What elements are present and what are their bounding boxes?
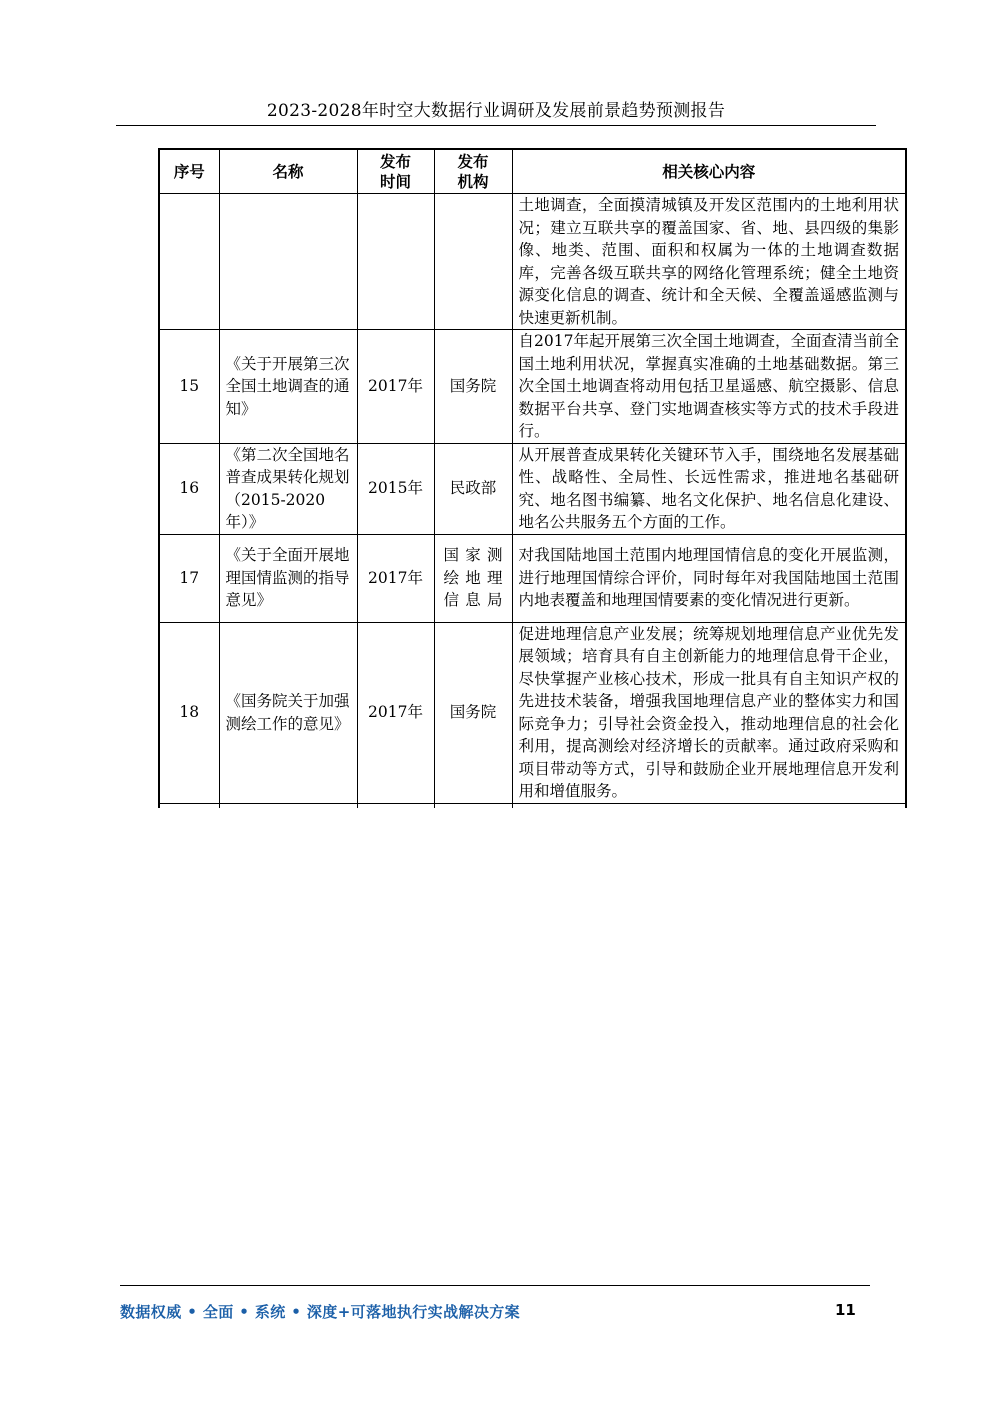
cell-org: 国务院 [434,330,512,444]
header-name: 名称 [219,149,357,194]
table-continuation-row [159,803,906,808]
table-row [159,330,906,444]
cell-content: 自2017年起开展第三次全国土地调查，全面查清当前全国土地利用状况，掌握真实准确的土地基础数据。第三次全国土地调查将动用包括卫星遥感、航空摄影、信息数据平台共享、登门实地调查核实等方式的技术手段进行。 [512,330,906,444]
cell-no: 18 [159,622,219,803]
cell-content: 促进地理信息产业发展；统筹规划地理信息产业优先发展领域；培育具有自主创新能力的地理信息骨干企业，尽快掌握产业核心技术，形成一批具有自主知识产权的先进技术装备，增强我国地理信息产业的整体实力和国际竞争力；引导社会资金投入，推动地理信息的社会化利用，提高测绘对经济增长的贡献率。通过政府采购和项目带动等方式，引导和鼓励企业开展地理信息开发利用和增值服务。 [512,622,906,803]
page-header-title: 2023-2028年时空大数据行业调研及发展前景趋势预测报告 [266,101,726,121]
header-org: 发布 机构 [434,149,512,194]
table-row [159,534,906,622]
header-divider [116,125,876,126]
policy-table [158,148,907,808]
cell-no [159,194,219,330]
cell-content: 从开展普查成果转化关键环节入手，围绕地名发展基础性、战略性、全局性、长远性需求，推进地名基础研究、地名图书编纂、地名文化保护、地名信息化建设、地名公共服务五个方面的工作。 [512,443,906,534]
table-row [159,622,906,803]
cell-content: 土地调查，全面摸清城镇及开发区范围内的土地利用状况；建立互联共享的覆盖国家、省、地、县四级的集影像、地类、范围、面积和权属为一体的土地调查数据库，完善各级互联共享的网络化管理系统；健全土地资源变化信息的调查、统计和全天候、全覆盖遥感监测与快速更新机制。 [512,194,906,330]
cell-year: 2017年 [357,534,434,622]
header-no: 序号 [159,149,219,194]
cell-year [357,194,434,330]
cell-no: 15 [159,330,219,444]
cell-name [219,194,357,330]
footer-divider [120,1285,870,1286]
header-time: 发布 时间 [357,149,434,194]
table-header-row [159,149,906,194]
cell-org: 国务院 [434,622,512,803]
cell-year: 2017年 [357,330,434,444]
cell-year: 2017年 [357,622,434,803]
cell-year: 2015年 [357,443,434,534]
table-row [159,194,906,330]
cell-name: 《国务院关于加强测绘工作的意见》 [219,622,357,803]
cell-org: 国家测绘地理信息局 [434,534,512,622]
footer-slogan: 数据权威 • 全面 • 系统 • 深度+可落地执行实战解决方案 [120,1303,521,1321]
cell-org: 民政部 [434,443,512,534]
table-row [159,443,906,534]
header-content: 相关核心内容 [512,149,906,194]
cell-name: 《第二次全国地名普查成果转化规划（2015-2020年）》 [219,443,357,534]
page-number: 11 [835,1301,856,1319]
cell-name: 《关于开展第三次全国土地调查的通知》 [219,330,357,444]
cell-content: 对我国陆地国土范围内地理国情信息的变化开展监测，进行地理国情综合评价，同时每年对我国陆地国土范围内地表覆盖和地理国情要素的变化情况进行更新。 [512,534,906,622]
cell-no: 17 [159,534,219,622]
cell-org [434,194,512,330]
cell-no: 16 [159,443,219,534]
cell-name: 《关于全面开展地理国情监测的指导意见》 [219,534,357,622]
